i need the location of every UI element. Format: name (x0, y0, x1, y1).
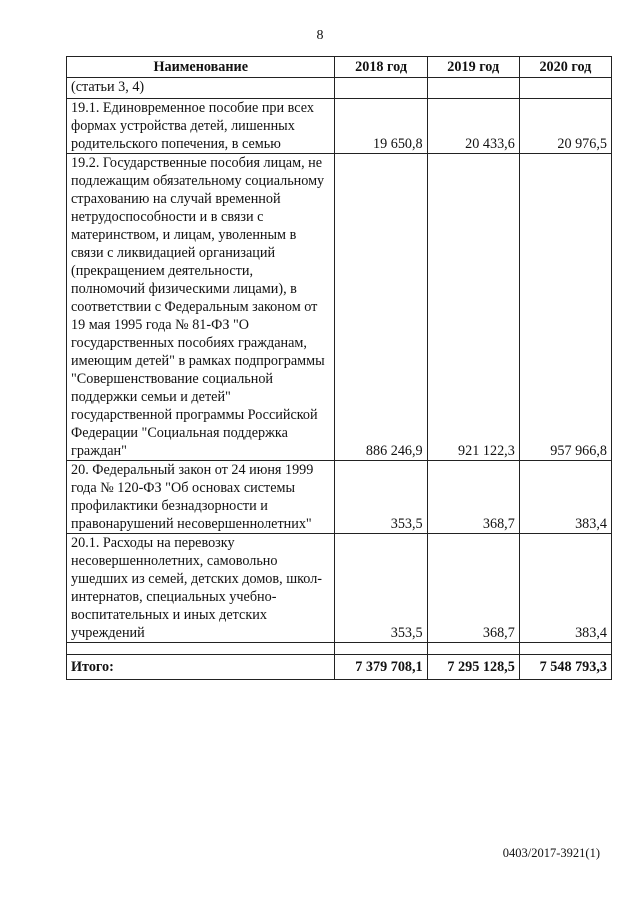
total-2019: 7 295 128,5 (427, 655, 519, 680)
empty-cell (427, 78, 519, 99)
row-value-2018: 19 650,8 (335, 99, 427, 154)
total-label: Итого: (67, 655, 335, 680)
header-row (67, 57, 612, 78)
row-name: 20.1. Расходы на перевозку несовершеннолетних, самовольно ушедших из семей, детских домов, школ-интернатов, специальных учебно-воспитательных и иных детских учреждений (67, 534, 335, 643)
row-value-2020: 383,4 (519, 534, 611, 643)
header-name: Наименование (67, 57, 335, 78)
page-number: 8 (316, 28, 324, 43)
document-code: 0403/2017-3921(1) (502, 846, 600, 860)
table-row (67, 154, 612, 461)
total-2020: 7 548 793,3 (519, 655, 611, 680)
table-row (67, 461, 612, 534)
row-name: 19.2. Государственные пособия лицам, не подлежащим обязательному социальному страхованию на случай временной нетрудоспособности и в связи с материнством, и лицам, уволенным в связи с ликвидацией организаций (прекращением деятельности, полномочий физическими лицами), в соответствии с Федеральным законом от 19 мая 1995 года № 81-ФЗ "О государственных пособиях гражданам, имеющим детей" в рамках подпрограммы "Совершенствование социальной поддержки семьи и детей" государственной программы Российской Федерации "Социальная поддержка граждан" (67, 154, 335, 461)
row-name: 20. Федеральный закон от 24 июня 1999 года № 120-ФЗ "Об основах системы профилактики безнадзорности и правонарушений несовершеннолетних" (67, 461, 335, 534)
empty-cell (335, 78, 427, 99)
table-row (67, 99, 612, 154)
row-value-2020: 20 976,5 (519, 99, 611, 154)
empty-cell (335, 643, 427, 655)
header-2019: 2019 год (427, 57, 519, 78)
row-value-2018: 353,5 (335, 534, 427, 643)
row-value-2019: 368,7 (427, 461, 519, 534)
row-value-2019: 20 433,6 (427, 99, 519, 154)
spacer-row (67, 643, 612, 655)
empty-cell (67, 643, 335, 655)
header-2020: 2020 год (519, 57, 611, 78)
row-value-2020: 957 966,8 (519, 154, 611, 461)
total-row (67, 655, 612, 680)
header-2018: 2018 год (335, 57, 427, 78)
row-value-2019: 368,7 (427, 534, 519, 643)
empty-cell (519, 78, 611, 99)
empty-cell (519, 643, 611, 655)
row-value-2018: 886 246,9 (335, 154, 427, 461)
empty-cell (427, 643, 519, 655)
row-value-2018: 353,5 (335, 461, 427, 534)
row-value-2020: 383,4 (519, 461, 611, 534)
budget-table (66, 56, 612, 680)
row-value-2019: 921 122,3 (427, 154, 519, 461)
continuation-label: (статьи 3, 4) (67, 78, 335, 99)
table-row (67, 534, 612, 643)
continuation-row (67, 78, 612, 99)
row-name: 19.1. Единовременное пособие при всех формах устройства детей, лишенных родительского попечения, в семью (67, 99, 335, 154)
total-2018: 7 379 708,1 (335, 655, 427, 680)
